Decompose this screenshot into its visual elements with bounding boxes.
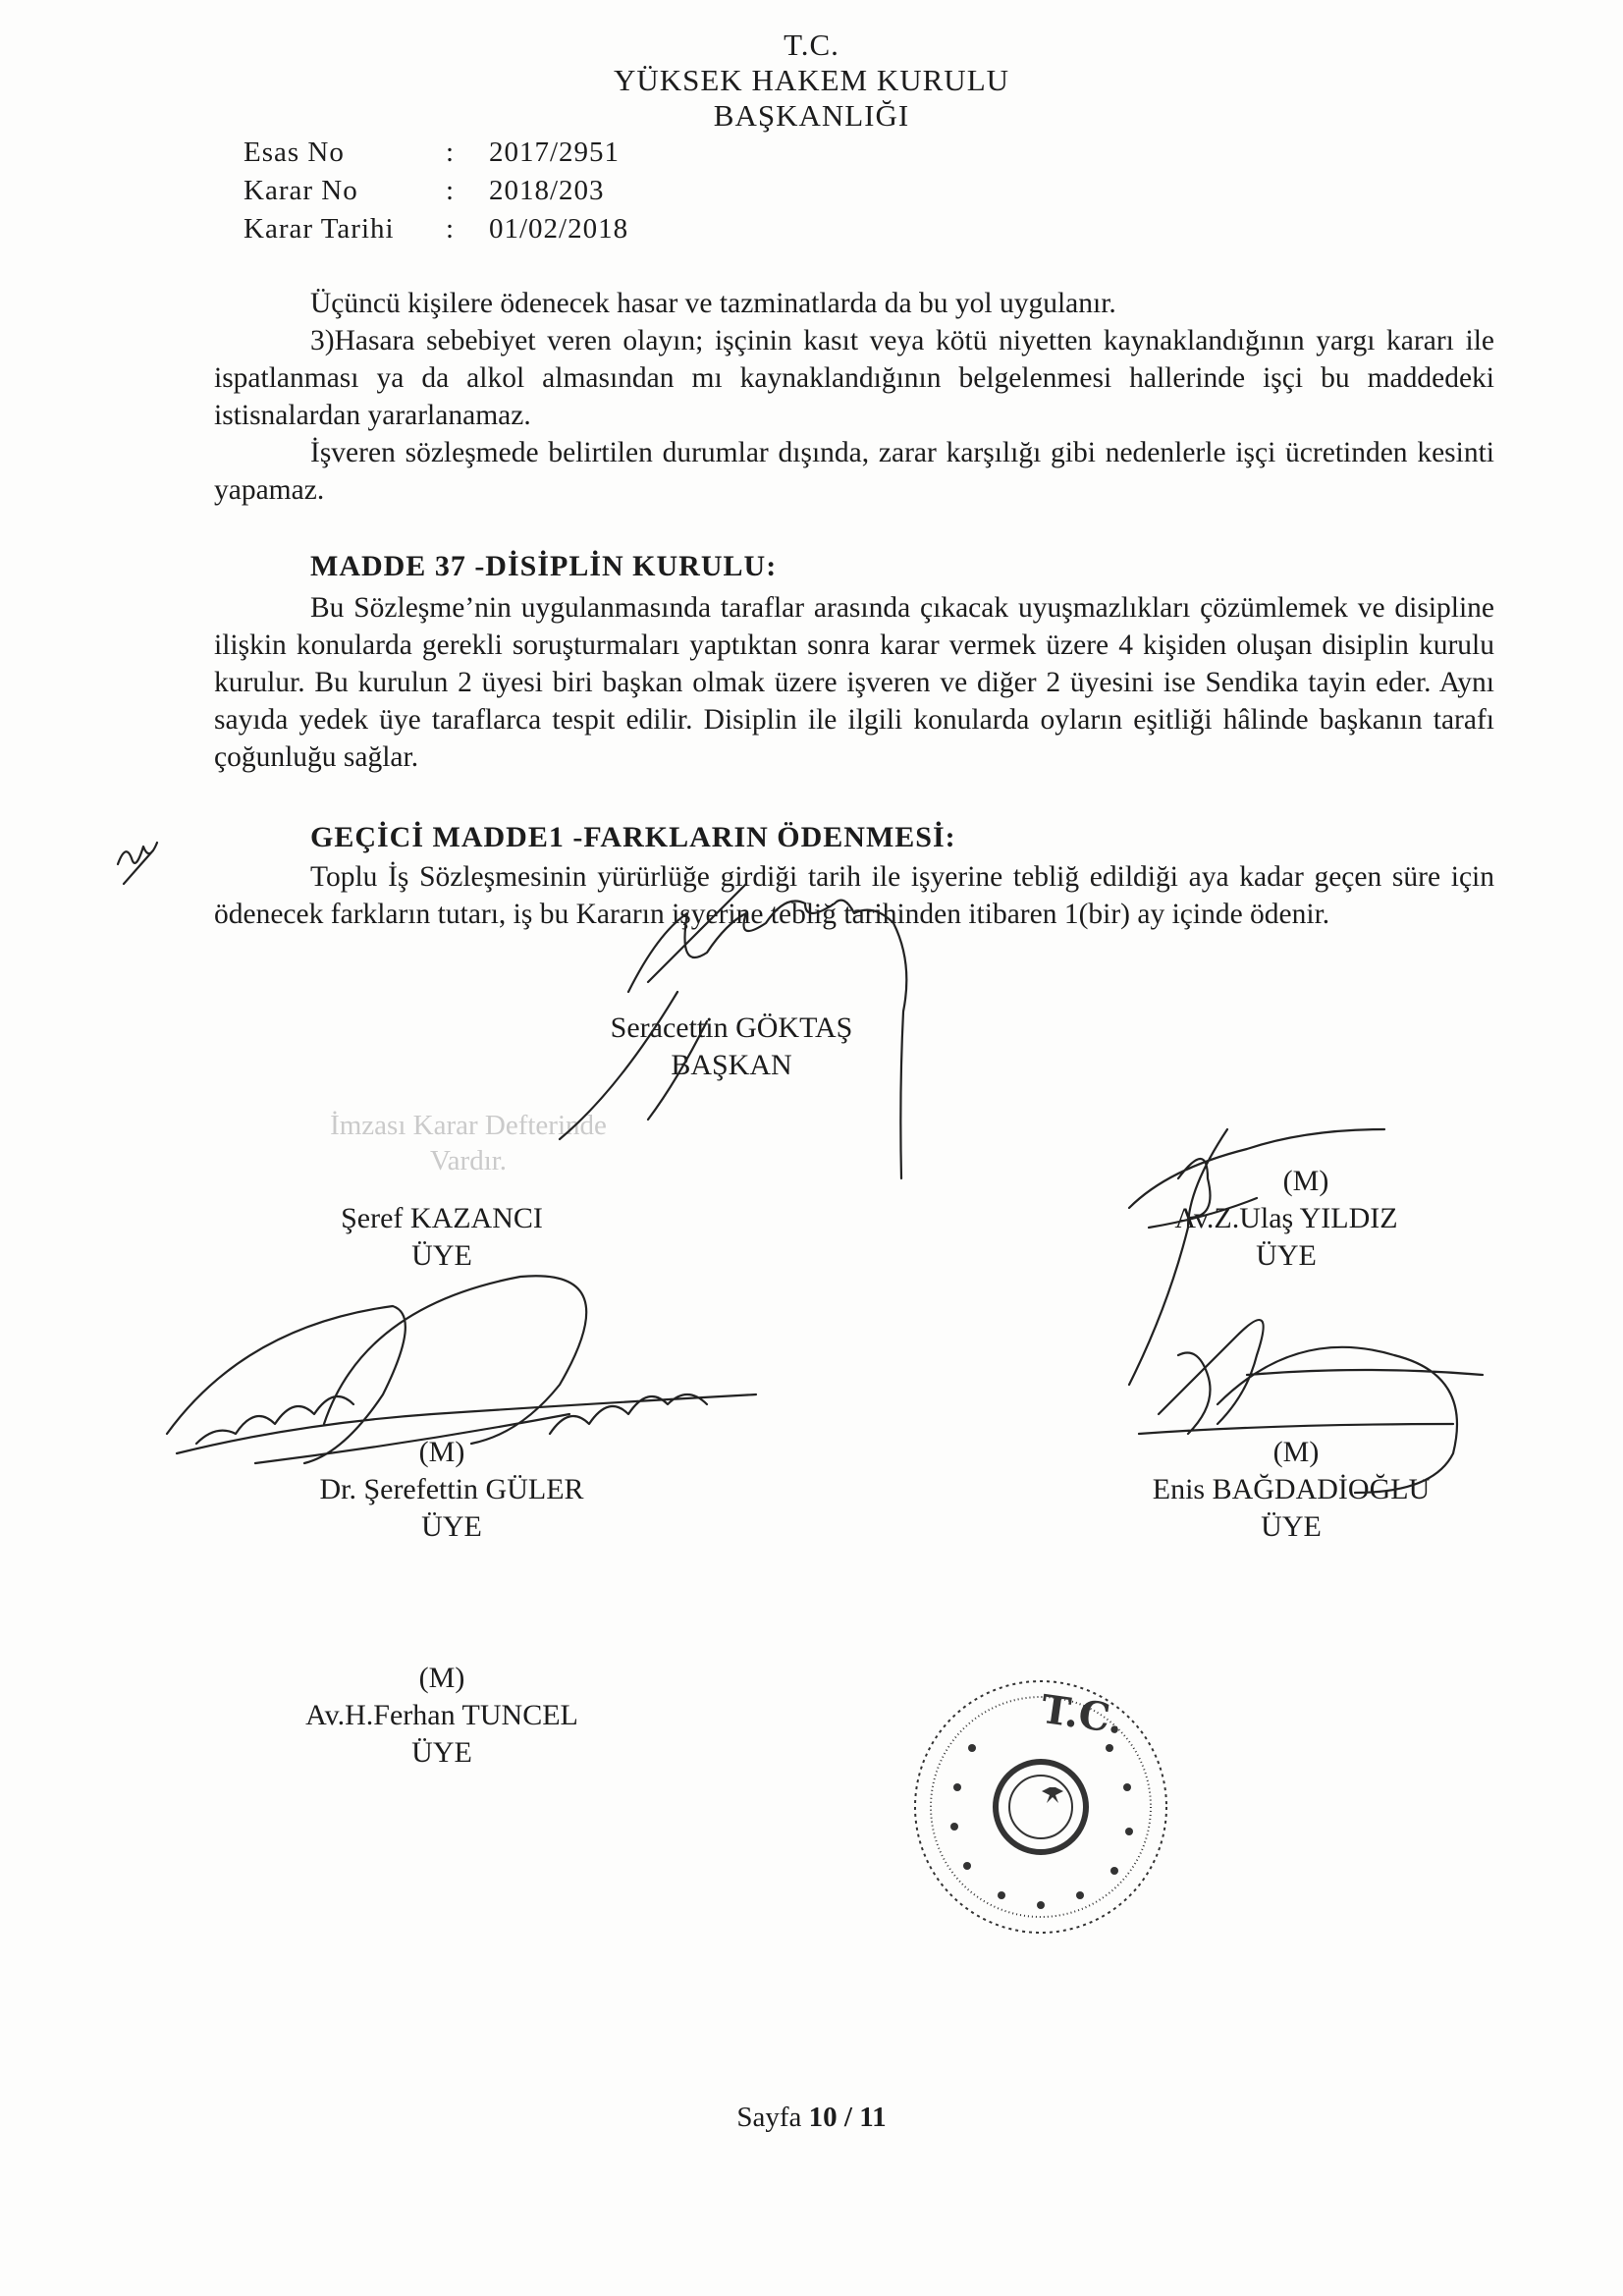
watermark-line1: İmzası Karar Defterinde: [330, 1110, 607, 1141]
signatory-mark: (M): [418, 1662, 465, 1694]
meta-sep: :: [446, 137, 455, 168]
registry-watermark: [306, 1108, 630, 1178]
section-title-article-37: MADDE 37 -DİSİPLİN KURULU:: [310, 550, 778, 582]
signatory-name: Av.H.Ferhan TUNCEL: [305, 1699, 578, 1731]
signatory-name: Enis BAĞDADİOĞLU: [1152, 1473, 1431, 1505]
watermark-line2: Vardır.: [429, 1145, 508, 1176]
paragraph-deduction: İşveren sözleşmede belirtilen durumlar dışında, zarar karşılığı gibi nedenlerle işçi ücretinden kesinti yapamaz.: [214, 437, 1494, 506]
signatory-name: Şeref KAZANCI: [341, 1202, 543, 1234]
signatory-mark: (M): [1282, 1165, 1329, 1197]
meta-label: Esas No: [243, 137, 345, 168]
signatory-role: ÜYE: [411, 1736, 472, 1769]
signatory-name: Seracettin GÖKTAŞ: [610, 1011, 853, 1044]
header-department: BAŞKANLIĞI: [713, 98, 910, 133]
stamp-text: T.C.: [1038, 1685, 1126, 1744]
meta-sep: :: [446, 175, 455, 206]
signatory-role: ÜYE: [1256, 1239, 1317, 1272]
signatory-role: ÜYE: [1261, 1510, 1322, 1543]
paragraph-difference-payment: Toplu İş Sözleşmesinin yürürlüğe girdiği tarih ile işyerine tebliğ edildiği aya kadar geçen süre için ödenecek farkların tutarı, iş bu Kararın işyerine tebliğ tarihinden itibaren 1(bir) ay içinde ödenir.: [214, 861, 1494, 930]
signature-member-yildiz: [1139, 1163, 1434, 1275]
margin-initials: [118, 843, 157, 884]
signature-member-tuncel: [285, 1660, 599, 1772]
page-prefix: Sayfa: [736, 2102, 802, 2133]
signature-member-guler: [295, 1434, 609, 1546]
page-number: [0, 2102, 1623, 2134]
signatory-name: Dr. Şerefettin GÜLER: [319, 1473, 584, 1505]
paragraph-third-party: Üçüncü kişilere ödenecek hasar ve tazminatlarda da bu yol uygulanır.: [310, 288, 1116, 319]
header-tc: T.C.: [784, 27, 839, 62]
meta-value: 2017/2951: [489, 137, 621, 168]
meta-label: Karar Tarihi: [243, 213, 395, 245]
stamp-dots: [950, 1744, 1133, 1909]
signatory-role: ÜYE: [411, 1239, 472, 1272]
section-title-temporary-article: GEÇİCİ MADDE1 -FARKLARIN ÖDENMESİ:: [310, 821, 956, 853]
header-institution: YÜKSEK HAKEM KURULU: [613, 63, 1010, 97]
signatory-role: ÜYE: [421, 1510, 482, 1543]
meta-label: Karar No: [243, 175, 358, 206]
signature-member-bagdadioglu: [1129, 1434, 1453, 1546]
signatory-mark: (M): [418, 1436, 465, 1468]
signatory-role: BAŞKAN: [671, 1049, 792, 1081]
page-value: 10 / 11: [808, 2102, 887, 2133]
signature-president: [589, 1010, 874, 1084]
meta-value: 01/02/2018: [489, 213, 629, 245]
signature-member-kazanci: [295, 1200, 589, 1275]
paragraph-damage-clause: 3)Hasara sebebiyet veren olayın; işçinin kasıt veya kötü niyetten kaynaklandığının yargı kararı ile ispatlanması ya da alkol almasından mı kaynaklandığının belgelenmesi hallerinde işçi bu maddedeki istisnalardan yararlanamaz.: [214, 325, 1494, 431]
signatory-mark: (M): [1272, 1436, 1320, 1468]
meta-sep: :: [446, 213, 455, 245]
signatory-name: Av.Z.Ulaş YILDIZ: [1174, 1202, 1398, 1234]
meta-value: 2018/203: [489, 175, 605, 206]
paragraph-discipline-board: Bu Sözleşme’nin uygulanmasında taraflar arasında çıkacak uyuşmazlıkları çözümlemek ve disipline ilişkin konularda gerekli soruşturmaları yaptıktan sonra karar vermek üzere 4 kişiden oluşan disiplin kurulu kurulur. Bu kurulun 2 üyesi biri başkan olmak üzere işveren ve diğer 2 üyesini ise Sendika tayin eder. Aynı sayıda yedek üye taraflarca tespit edilir. Disiplin ile ilgili konularda oyların eşitliği hâlinde başkanın tarafı çoğunluğu sağlar.: [214, 592, 1494, 773]
